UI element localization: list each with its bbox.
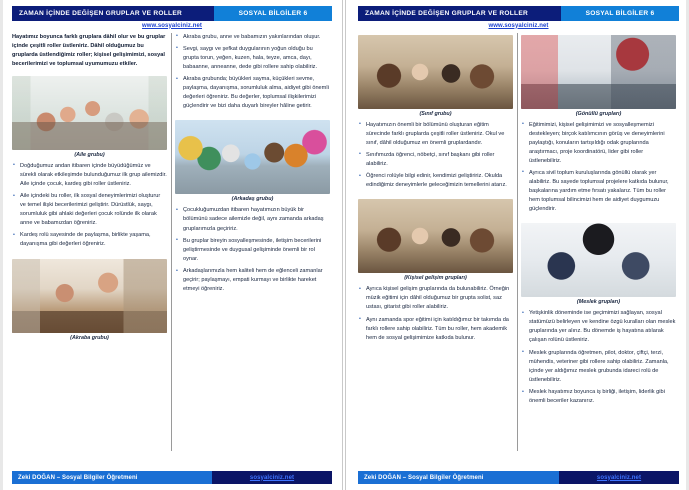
header-banner-right (358, 6, 679, 21)
left-column-2 (175, 33, 330, 472)
header-title-right: ZAMAN İÇİNDE DEĞİŞEN GRUPLAR VE ROLLER (358, 6, 561, 21)
list-item: • Yetişkinlik döneminde ise geçimimizi sağlayan, sosyal statümüzü belirleyen ve kendine özgü kuralları olan meslek gruplarında yer alırız. Bu dönemde iş hayatına atılarak çalışan rolünü üstleniriz. (521, 309, 676, 345)
list-item: • Bu gruplar bireyin sosyalleşmesinde, iletişim becerilerini geliştirmesinde ve duygusal gelişiminde önemli bir rol oynar. (175, 237, 330, 264)
caption-personal-development: (Kişisel gelişim grupları) (404, 275, 467, 282)
footer-site-link-left[interactable]: sosyalciniz.net (249, 474, 295, 481)
list-item: • Arkadaşlarımızla hem kaliteli hem de eğlenceli zamanlar geçirir; paylaşmayı, empati kurmayı ve birlikte hareket etmeyi öğreniriz. (175, 267, 330, 294)
footer-site-link-right[interactable]: sosyalciniz.net (596, 474, 642, 481)
list-item: • Sevgi, saygı ve şefkat duygularının yoğun olduğu bu grupta torun, yeğen, kuzen, hala, teyze, amca, dayı, babaanne, anneanne, dede gibi rollere sahip olabiliriz. (175, 45, 330, 72)
list-item: • Eğitimimizi, kişisel gelişimimizi ve sosyalleşmemizi destekleyen; birçok katılımcının görüş ve deneyimlerini paylaştığı, konuların tartışıldığı odak gruplarında araştırmacı, proje koordinatörü, lider gibi roller üstlenebiliriz. (521, 121, 676, 166)
header-title-left: ZAMAN İÇİNDE DEĞİŞEN GRUPLAR VE ROLLER (12, 6, 214, 21)
caption-family: (Aile grubu) (74, 151, 105, 158)
footer-left (12, 471, 332, 484)
list-item: • Akraba grubu, anne ve babamızın yakınlarından oluşur. (175, 33, 330, 42)
list-item: • Hayatımızın önemli bir bölümünü oluşturan eğitim sürecinde farklı gruplarda çeşitli roller üstleniriz. Okul ve sınıf, dâhil olduğumuz en önemli gruplardandır. (358, 121, 513, 148)
caption-friends: (Arkadaş grubu) (231, 196, 274, 203)
figure-relatives (12, 259, 167, 341)
page-right (346, 0, 689, 490)
photo-friends (175, 120, 330, 194)
right-col1-bullets-bottom (358, 285, 513, 346)
photo-family (12, 76, 167, 150)
footer-author-left: Zeki DOĞAN – Sosyal Bilgiler Öğretmeni (12, 471, 212, 484)
list-item: • Ayrıca sivil toplum kuruluşlarında gönüllü olarak yer alabiliriz. Bu sayede toplumsal projelere katkıda bulunur, başkalarına yardım etme fırsatı yakalarız. Tüm bu roller hem toplumsal bilincimizi hem de aidiyet duygumuzu güçlendirir. (521, 169, 676, 214)
list-item: • Doğduğumuz andan itibaren içinde büyüdüğümüz ve sürekli olarak etkileşimde bulunduğumuz ilk grup ailemizdir. Aile içinde çocuk, kardeş gibi roller üstleniriz. (12, 162, 167, 189)
left-page-columns (12, 33, 332, 472)
caption-profession: (Meslek grupları) (576, 299, 621, 306)
photo-classroom (358, 35, 513, 109)
figure-friends (175, 120, 330, 202)
right-col2-bullets-bottom (521, 309, 676, 409)
left-col2-bullets-bottom (175, 206, 330, 297)
intro-paragraph: Hayatımız boyunca farklı gruplara dâhil olur ve bu gruplar içinde çeşitli roller üstleniriz. Dâhil olduğumuz bu gruplarda üstlendiğimiz roller; kişisel gelişimimizi, sosyal becerilerimizi ve toplumsal uyumumuzu etkiler. (12, 33, 166, 67)
list-item: • Kardeş rolü sayesinde de paylaşma, birlikte yaşama, dayanışma gibi değerleri öğreniriz. (12, 231, 167, 249)
left-column-1 (12, 33, 167, 472)
caption-classroom: (Sınıf grubu) (419, 110, 452, 117)
footer-right (358, 471, 679, 484)
photo-profession (521, 223, 676, 297)
list-item: • Öğrenci rolüyle bilgi edinir, kendimizi geliştiririz. Okulda edindiğimiz deneyimlerle geleceğimizin temellerini atarız. (358, 172, 513, 190)
footer-link-wrap-right (559, 471, 679, 484)
header-subject-left: SOSYAL BİLGİLER 6 (214, 6, 332, 21)
list-item: • Sınıfımızda öğrenci, nöbetçi, sınıf başkanı gibi roller alabiliriz. (358, 151, 513, 169)
figure-personal-development (358, 199, 513, 281)
left-col2-bullets-top (175, 33, 330, 115)
list-item: • Aynı zamanda spor eğitimi için katıldığımız bir takımda da farklı rollere sahip olabiliriz. Tüm bu roller, hem akademik hem de sosyal gelişimimize katkıda bulunur. (358, 316, 513, 343)
page-left-edge (0, 0, 3, 490)
header-subject-right: SOSYAL BİLGİLER 6 (561, 6, 679, 21)
photo-personal-development (358, 199, 513, 273)
figure-volunteer (521, 35, 676, 117)
list-item: • Aile içindeki bu roller, ilk sosyal deneyimlerimizi oluşturur ve temel ilişki becerilerimizi geliştirir. Dürüstlük, saygı, sorumluluk gibi ahlaki değerleri çocuk rolünde ilk olarak anne ve babamızdan öğreniriz. (12, 192, 167, 228)
header-banner-left (12, 6, 332, 21)
footer-link-wrap-left (212, 471, 332, 484)
list-item: • Çocukluğumuzdan itibaren hayatımızın büyük bir bölümünü sadece ailemizle değil, aynı zamanda arkadaş gruplarımızla geçiririz. (175, 206, 330, 233)
header-site-link-right[interactable]: www.sosyalciniz.net (488, 22, 549, 29)
footer-author-right: Zeki DOĞAN – Sosyal Bilgiler Öğretmeni (358, 471, 559, 484)
right-column-2 (521, 33, 676, 472)
list-item: • Ayrıca kişisel gelişim gruplarında da bulunabiliriz. Örneğin müzik eğitimi için dâhil olduğumuz bir grupta solist, saz ustası, gitarist gibi roller alabiliriz. (358, 285, 513, 312)
list-item: • Meslek gruplarında öğretmen, pilot, doktor, çiftçi, terzi, mühendis, veteriner gibi rollere sahip olabiliriz. Zamanla, içinde yer aldığımız meslek grubunda idareci rolü de üstlenebiliriz. (521, 349, 676, 385)
header-site-link-left[interactable]: www.sosyalciniz.net (141, 22, 203, 29)
figure-profession (521, 223, 676, 305)
figure-family (12, 76, 167, 158)
photo-volunteer (521, 35, 676, 109)
right-page-columns (358, 33, 679, 472)
caption-relatives: (Akraba grubu) (70, 334, 109, 341)
page-left (0, 0, 342, 490)
right-col2-bullets-top (521, 121, 676, 218)
caption-volunteer: (Gönüllü grupları) (575, 110, 622, 117)
list-item: • Meslek hayatımız boyunca iş birliği, iletişim, liderlik gibi önemli beceriler kazanırız. (521, 388, 676, 406)
right-col1-bullets-top (358, 121, 513, 194)
figure-classroom (358, 35, 513, 117)
photo-relatives (12, 259, 167, 333)
left-col1-bullets (12, 162, 167, 253)
right-column-1 (358, 33, 513, 472)
list-item: • Akraba grubunda; büyükleri sayma, küçükleri sevme, paylaşma, dayanışma, sorumluluk alma, aidiyet gibi önemli değerleri öğreniriz. Bu değerler, toplumsal ilişkilerimizi güçlendirir ve bizi daha duyarlı bireyler hâline getirir. (175, 75, 330, 111)
